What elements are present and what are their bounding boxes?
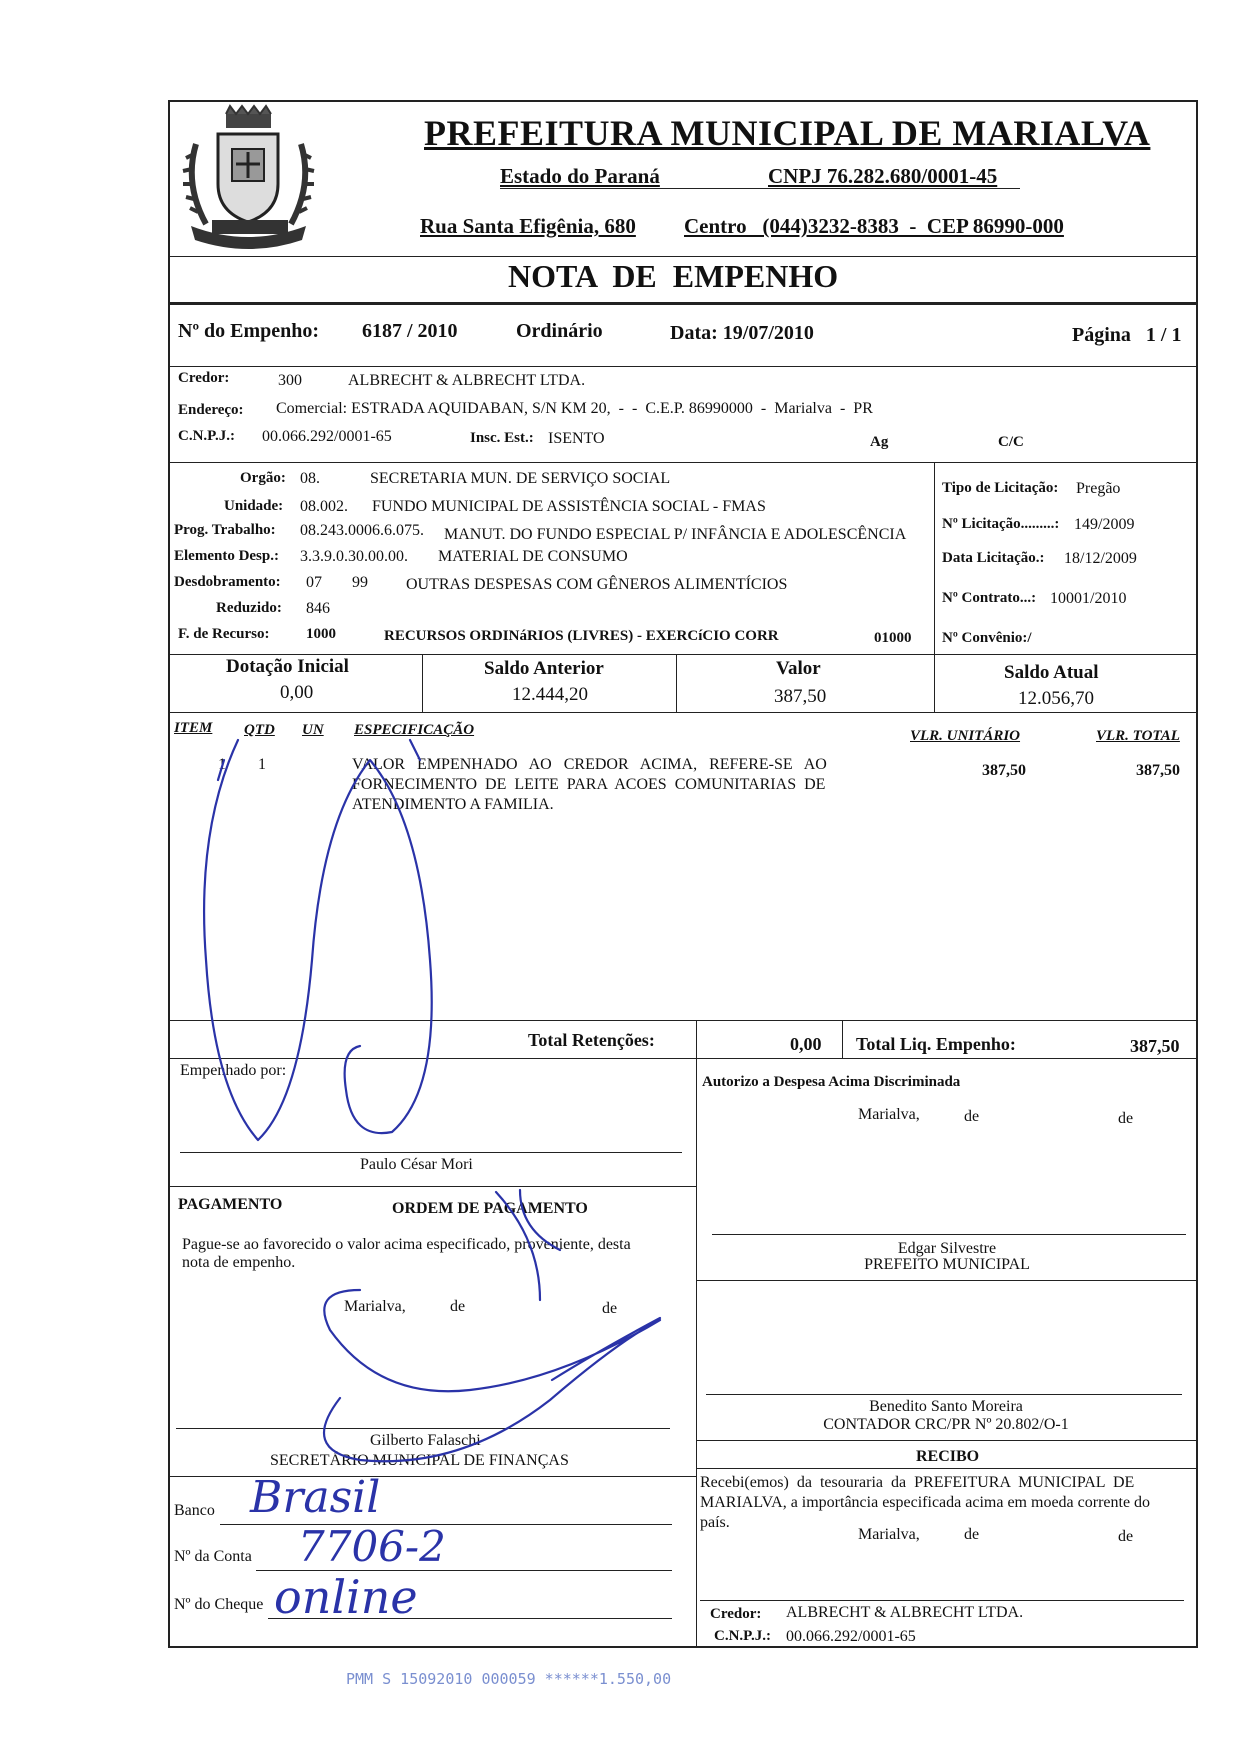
document-title: NOTA DE EMPENHO <box>508 258 839 294</box>
col-vlr-unitario: VLR. UNITÁRIO <box>910 728 1021 744</box>
autorizo-label: Autorizo a Despesa Acima Discriminada <box>702 1074 961 1090</box>
recibo-text-line3: país. <box>700 1514 730 1531</box>
state-name: Estado do Paraná <box>500 164 660 188</box>
item-number: 1 <box>218 756 226 773</box>
credor-cnpj: 00.066.292/0001-65 <box>262 428 392 445</box>
street-address: Rua Santa Efigênia, 680 <box>420 214 636 238</box>
recibo-de1: de <box>964 1526 980 1543</box>
col-especificacao: ESPECIFICAÇÃO <box>354 722 475 738</box>
recurso-code: 1000 <box>306 626 336 642</box>
recibo-de2: de <box>1118 1528 1134 1545</box>
signature-financas <box>324 1190 660 1461</box>
cnpj-label: C.N.P.J.: <box>178 428 235 444</box>
licitacao-tipo-label: Tipo de Licitação: <box>942 480 1059 496</box>
orgao-code: 08. <box>300 470 320 487</box>
banco-label: Banco <box>174 1502 215 1519</box>
recibo-credor-name: ALBRECHT & ALBRECHT LTDA. <box>786 1604 1024 1621</box>
pagamento-place: Marialva, <box>344 1298 406 1315</box>
licitacao-data-label: Data Licitação.: <box>942 550 1045 566</box>
saldo-anterior-value: 12.444,20 <box>512 684 588 705</box>
licitacao-numero-value: 149/2009 <box>1074 516 1135 533</box>
reduzido-label: Reduzido: <box>216 600 282 616</box>
empenho-date: Data: 19/07/2010 <box>670 322 814 344</box>
col-un: UN <box>302 722 324 738</box>
unidade-desc: FUNDO MUNICIPAL DE ASSISTÊNCIA SOCIAL - FMAS <box>372 498 766 515</box>
unidade-label: Unidade: <box>224 498 284 514</box>
pagamento-label: PAGAMENTO <box>178 1196 283 1213</box>
contrato-value: 10001/2010 <box>1050 590 1127 607</box>
endereco-label: Endereço: <box>178 402 244 418</box>
credor-label: Credor: <box>178 370 230 386</box>
insc-value: ISENTO <box>548 430 605 447</box>
page-number: Página 1 / 1 <box>1072 324 1182 346</box>
empenho-type: Ordinário <box>516 320 603 342</box>
pagamento-de2: de <box>602 1300 618 1317</box>
prog-desc: MANUT. DO FUNDO ESPECIAL P/ INFÂNCIA E ADOLESCÊNCIA <box>444 526 907 543</box>
ordem-pagamento-label: ORDEM DE PAGAMENTO <box>392 1200 588 1217</box>
item-total-value: 387,50 <box>1136 762 1180 779</box>
elemento-desc: MATERIAL DE CONSUMO <box>438 548 628 565</box>
elemento-code: 3.3.9.0.30.00.00. <box>300 548 408 565</box>
col-qtd: QTD <box>244 722 275 738</box>
signature-empenhado-loop <box>204 740 432 1140</box>
col-item: ITEM <box>174 720 213 736</box>
convenio-label: Nº Convênio:/ <box>942 630 1032 646</box>
contrato-label: Nº Contrato...: <box>942 590 1037 606</box>
prefeitura-title: PREFEITURA MUNICIPAL DE MARIALVA <box>424 113 1151 153</box>
pagamento-de1: de <box>450 1298 466 1315</box>
banco-handwritten: Brasil <box>250 1472 381 1523</box>
conta-label: Nº da Conta <box>174 1548 252 1565</box>
retencoes-label: Total Retenções: <box>528 1030 655 1050</box>
desdobramento-label: Desdobramento: <box>174 574 281 590</box>
empenho-number: 6187 / 2010 <box>362 320 458 342</box>
saldo-anterior-label: Saldo Anterior <box>484 658 604 679</box>
valor-label: Valor <box>776 658 821 679</box>
recibo-cnpj-value: 00.066.292/0001-65 <box>786 1628 916 1645</box>
retencoes-value: 0,00 <box>790 1034 822 1054</box>
recibo-cnpj-label: C.N.P.J.: <box>714 1628 771 1644</box>
liquido-value: 387,50 <box>1130 1036 1180 1056</box>
empenhado-label: Empenhado por: <box>180 1062 287 1079</box>
valor-value: 387,50 <box>774 686 827 707</box>
contador-title: CONTADOR CRC/PR Nº 20.802/O-1 <box>823 1416 1069 1433</box>
item-desc-line2: FORNECIMENTO DE LEITE PARA ACOES COMUNITARIAS DE <box>352 776 826 793</box>
elemento-label: Elemento Desp.: <box>174 548 279 564</box>
empenhado-name: Paulo César Mori <box>360 1156 473 1173</box>
conta-handwritten: 7706-2 <box>298 1522 446 1571</box>
insc-label: Insc. Est.: <box>470 430 534 446</box>
recibo-place: Marialva, <box>858 1526 920 1543</box>
liquido-label: Total Liq. Empenho: <box>856 1034 1016 1054</box>
prefeito-title: PREFEITO MUNICIPAL <box>864 1256 1030 1273</box>
orgao-desc: SECRETARIA MUN. DE SERVIÇO SOCIAL <box>370 470 671 487</box>
recibo-title: RECIBO <box>916 1448 980 1465</box>
recurso-sub: 01000 <box>874 630 912 646</box>
recibo-text-line1: Recebi(emos) da tesouraria da PREFEITURA MUNICIPAL DE <box>700 1474 1135 1491</box>
orgao-label: Orgão: <box>240 470 286 486</box>
cnpj-header: CNPJ 76.282.680/0001-45 <box>768 164 998 188</box>
dotacao-label: Dotação Inicial <box>226 656 349 677</box>
address-contact: Centro (044)3232-8383 - CEP 86990-000 <box>684 214 1064 238</box>
credor-endereco: Comercial: ESTRADA AQUIDABAN, S/N KM 20, - - C.E.P. 86990000 - Marialva - PR <box>276 400 873 417</box>
desdobramento-desc: OUTRAS DESPESAS COM GÊNEROS ALIMENTÍCIOS <box>406 576 788 593</box>
col-vlr-total: VLR. TOTAL <box>1096 728 1180 744</box>
desdobramento-sub: 99 <box>352 574 368 591</box>
contador-name: Benedito Santo Moreira <box>869 1398 1023 1415</box>
licitacao-numero-label: Nº Licitação.........: <box>942 516 1060 532</box>
item-desc-line3: ATENDIMENTO A FAMILIA. <box>352 796 554 813</box>
payment-stamp: PMM S 15092010 000059 ******1.550,00 <box>346 1670 672 1688</box>
item-qtd: 1 <box>258 756 266 773</box>
saldo-atual-value: 12.056,70 <box>1018 688 1094 709</box>
prefeito-name: Edgar Silvestre <box>897 1240 997 1257</box>
recibo-text-line2: MARIALVA, a importância especificada acima em moeda corrente do <box>700 1494 1151 1511</box>
empenho-label: Nº do Empenho: <box>178 320 320 342</box>
cc-label: C/C <box>998 434 1024 450</box>
recurso-desc: RECURSOS ORDINáRIOS (LIVRES) - EXERCíCIO CORR <box>384 628 779 644</box>
credor-code: 300 <box>278 372 302 389</box>
licitacao-tipo-value: Pregão <box>1076 480 1121 497</box>
dotacao-value: 0,00 <box>280 682 314 703</box>
item-unit-value: 387,50 <box>982 762 1026 779</box>
autorizo-de1: de <box>964 1108 980 1125</box>
recibo-credor-label: Credor: <box>710 1606 762 1622</box>
pagamento-text-line2: nota de empenho. <box>182 1254 296 1271</box>
licitacao-data-value: 18/12/2009 <box>1064 550 1137 567</box>
reduzido-value: 846 <box>306 600 330 617</box>
financas-title: SECRETÁRIO MUNICIPAL DE FINANÇAS <box>270 1452 569 1469</box>
cheque-label: Nº do Cheque <box>174 1596 264 1613</box>
item-desc-line1: VALOR EMPENHADO AO CREDOR ACIMA, REFERE-SE AO <box>352 756 827 773</box>
credor-name: ALBRECHT & ALBRECHT LTDA. <box>348 372 586 389</box>
autorizo-de2: de <box>1118 1110 1134 1127</box>
desdobramento-code: 07 <box>306 574 322 591</box>
recurso-label: F. de Recurso: <box>178 626 270 642</box>
saldo-atual-label: Saldo Atual <box>1004 662 1099 683</box>
prog-code: 08.243.0006.6.075. <box>300 522 424 539</box>
prog-label: Prog. Trabalho: <box>174 522 276 538</box>
unidade-code: 08.002. <box>300 498 348 515</box>
autorizo-place: Marialva, <box>858 1106 920 1123</box>
signature-empenhado-stroke <box>218 740 420 780</box>
cheque-handwritten: online <box>274 1570 418 1624</box>
pagamento-text-line1: Pague-se ao favorecido o valor acima especificado, proveniente, desta <box>182 1236 631 1253</box>
financas-name: Gilberto Falaschi <box>370 1432 481 1449</box>
ag-label: Ag <box>870 434 889 450</box>
